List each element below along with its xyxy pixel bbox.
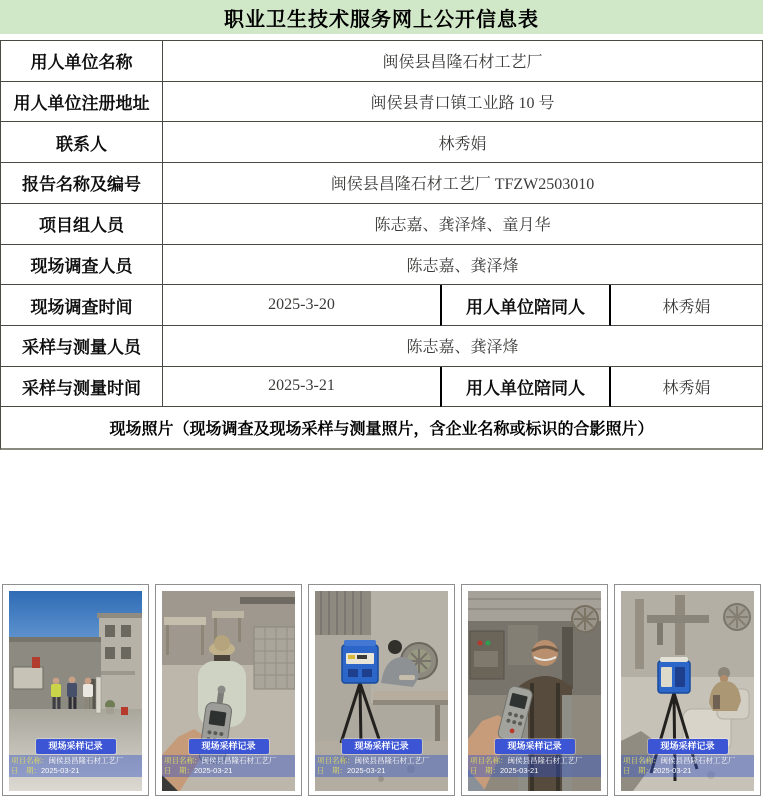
photo-5-date-label: 日 期： (623, 766, 653, 776)
row-value-contact-person: 林秀娟 (163, 122, 762, 163)
photo-5-date-value: 2025-03-21 (653, 766, 692, 776)
photo-5-project-label: 项目名称： (623, 756, 661, 765)
row-value-project-team: 陈志嘉、龚泽烽、童月华 (163, 204, 762, 245)
photo-2-badge: 现场采样记录 (188, 739, 268, 754)
row-value-sampling-personnel: 陈志嘉、龚泽烽 (163, 326, 762, 367)
photo-5-image (621, 591, 754, 791)
photo-2-project-value: 闽侯县昌隆石材工艺厂 (201, 756, 277, 765)
photo-1-project-value: 闽侯县昌隆石材工艺厂 (48, 756, 124, 765)
photo-5-project-value: 闽侯县昌隆石材工艺厂 (660, 756, 736, 765)
photo-4-date-label: 日 期： (470, 766, 500, 776)
photo-section-note: 现场照片（现场调查及现场采样与测量照片，含企业名称或标识的合影照片） (109, 421, 654, 439)
photo-3-project-label: 项目名称： (317, 756, 355, 765)
row-label-survey-date: 现场调查时间 (1, 285, 163, 326)
photo-1-date-value: 2025-03-21 (41, 766, 80, 776)
row-label-employer-name: 用人单位名称 (1, 41, 163, 82)
row-value-employer-name: 闽侯县昌隆石材工艺厂 (163, 41, 762, 82)
row-value-sampling-accompanier: 林秀娟 (611, 367, 762, 408)
page-title: 职业卫生技术服务网上公开信息表 (224, 8, 539, 31)
site-photo-1 (2, 584, 149, 796)
photo-4-image (468, 591, 601, 791)
row-value-report-name-number: 闽侯县昌隆石材工艺厂 TFZW2503010 (163, 163, 762, 204)
photo-3-caption (315, 755, 448, 777)
site-photo-3 (308, 584, 455, 796)
photo-4-date-value: 2025-03-21 (500, 766, 539, 776)
photo-4-caption (468, 755, 601, 777)
row-value-registered-address: 闽侯县青口镇工业路 10 号 (163, 82, 762, 123)
row-value-survey-personnel: 陈志嘉、龚泽烽 (163, 245, 762, 286)
photo-1-badge: 现场采样记录 (35, 739, 115, 754)
photo-4-project-label: 项目名称： (470, 756, 508, 765)
form-title-bar (0, 0, 763, 34)
photo-2-date-value: 2025-03-21 (194, 766, 233, 776)
photo-3-image (315, 591, 448, 791)
photo-3-project-value: 闽侯县昌隆石材工艺厂 (354, 756, 430, 765)
row-label-project-team: 项目组人员 (1, 204, 163, 245)
photo-5-badge: 现场采样记录 (647, 739, 727, 754)
row-label-sampling-accompanier: 用人单位陪同人 (440, 367, 611, 408)
photo-3-date-label: 日 期： (317, 766, 347, 776)
photo-4-badge: 现场采样记录 (494, 739, 574, 754)
row-label-survey-personnel: 现场调查人员 (1, 245, 163, 286)
photo-2-caption (162, 755, 295, 777)
info-table (0, 40, 763, 450)
photo-3-date-value: 2025-03-21 (347, 766, 386, 776)
photo-4-project-value: 闽侯县昌隆石材工艺厂 (507, 756, 583, 765)
photo-5-caption (621, 755, 754, 777)
row-value-survey-accompanier: 林秀娟 (611, 285, 762, 326)
row-label-sampling-personnel: 采样与测量人员 (1, 326, 163, 367)
row-label-contact-person: 联系人 (1, 122, 163, 163)
photo-1-date-label: 日 期： (11, 766, 41, 776)
site-photo-2 (155, 584, 302, 796)
row-label-report-name-number: 报告名称及编号 (1, 163, 163, 204)
photo-2-image (162, 591, 295, 791)
photo-3-badge: 现场采样记录 (341, 739, 421, 754)
row-value-survey-date: 2025-3-20 (163, 285, 440, 326)
site-photo-4 (461, 584, 608, 796)
photo-1-caption (9, 755, 142, 777)
row-value-sampling-date: 2025-3-21 (163, 367, 440, 408)
photo-1-project-label: 项目名称： (11, 756, 49, 765)
photo-1-image (9, 591, 142, 791)
row-label-registered-address: 用人单位注册地址 (1, 82, 163, 123)
photo-2-project-label: 项目名称： (164, 756, 202, 765)
site-photo-5 (614, 584, 761, 796)
row-label-sampling-date: 采样与测量时间 (1, 367, 163, 408)
photo-2-date-label: 日 期： (164, 766, 194, 776)
row-label-survey-accompanier: 用人单位陪同人 (440, 285, 611, 326)
